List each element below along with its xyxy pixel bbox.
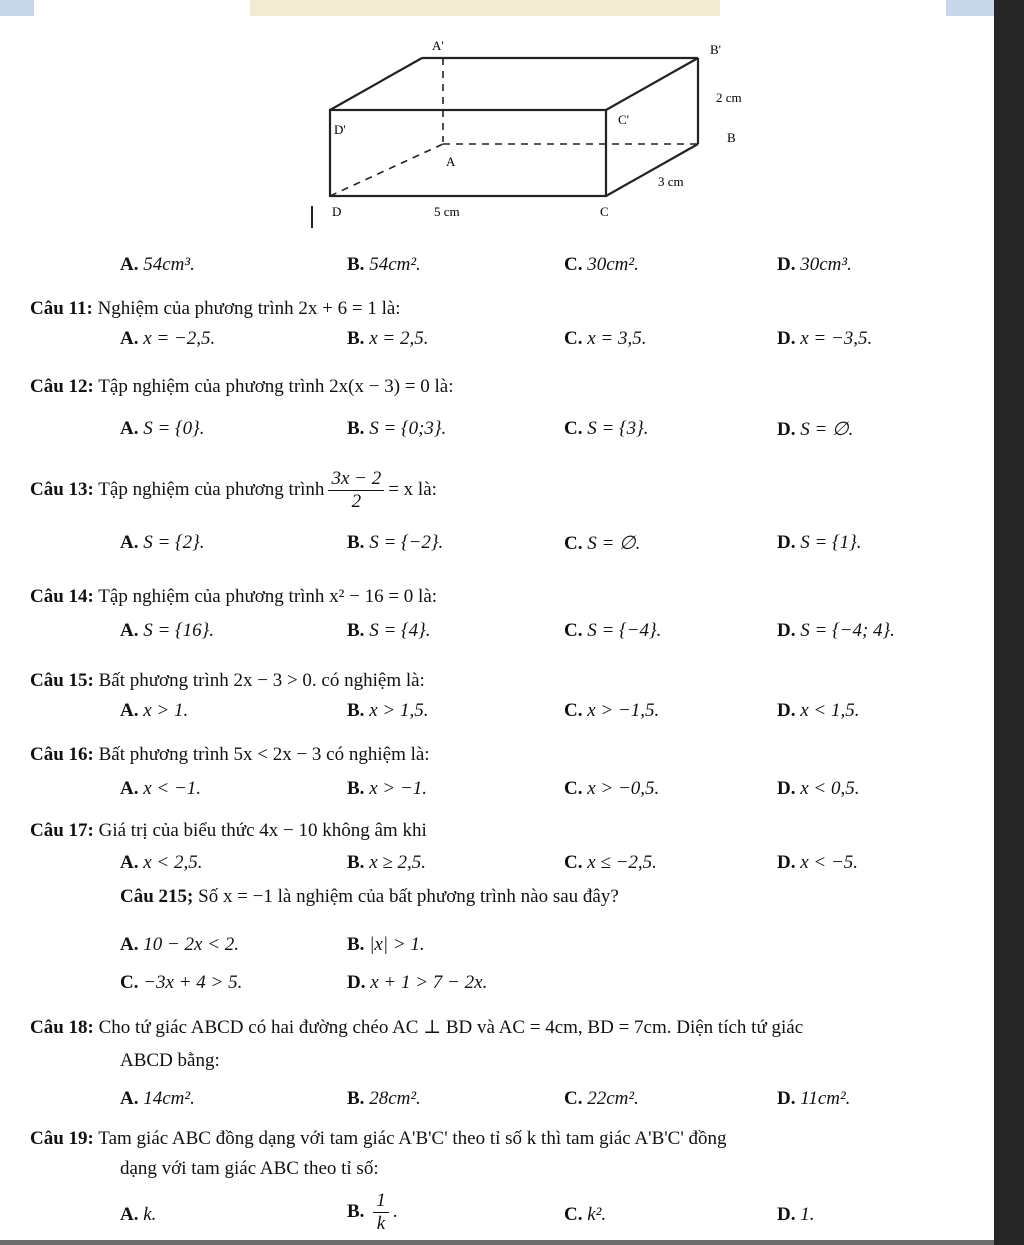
text-q10-options-2-letter: C.	[564, 254, 583, 275]
q19-option-a[interactable]	[120, 1204, 156, 1226]
text-q18-options-0-letter: A.	[120, 1088, 139, 1109]
text-q11-stem: Nghiệm của phương trình 2x + 6 = 1 là:	[97, 298, 401, 319]
text-q12-label: Câu 12:	[30, 376, 94, 397]
text-q11-label: Câu 11:	[30, 298, 93, 319]
text-q215-options-0-letter: A.	[120, 934, 139, 955]
dim-width: 3 cm	[658, 174, 684, 189]
text-q12-options-0-letter: A.	[120, 418, 139, 439]
text-q13-frac_den: 2	[351, 491, 362, 512]
text-q11-options-1-text: x = 2,5.	[369, 328, 429, 349]
text-q19-options-1-text: .	[392, 1200, 398, 1222]
text-q15-options-0-letter: A.	[120, 700, 139, 721]
q19-option-d[interactable]	[777, 1204, 814, 1226]
q19-option-c[interactable]	[564, 1204, 606, 1226]
text-q11-options-3-text: x = −3,5.	[800, 328, 873, 349]
q19-stem	[30, 1128, 727, 1150]
text-q12-options-1-text: S = {0;3}.	[369, 418, 447, 439]
q18-stem-line2	[120, 1050, 220, 1072]
q18-stem	[30, 1016, 803, 1039]
text-q17-options-0-text: x < 2,5.	[143, 852, 203, 873]
text-q14-options-3-letter: D.	[777, 620, 796, 641]
q13-option-d[interactable]	[777, 532, 862, 554]
label-c1: C'	[618, 112, 630, 127]
q10-option-b[interactable]	[347, 254, 421, 276]
text-q19-options-3-letter: D.	[777, 1204, 796, 1225]
text-q10-options-2-text: 30cm².	[587, 254, 639, 275]
label-c: C	[600, 204, 609, 219]
text-q11-options-2-letter: C.	[564, 328, 583, 349]
text-q10-options-0-text: 54cm³.	[143, 254, 195, 275]
text-q13-options-0-letter: A.	[120, 532, 139, 553]
text-q215-options-2-text: −3x + 4 > 5.	[143, 972, 243, 993]
header-band	[250, 0, 720, 16]
text-q14-options-1-text: S = {4}.	[369, 620, 431, 641]
q17-option-c[interactable]	[564, 852, 657, 874]
text-q11-options-3-letter: D.	[777, 328, 796, 349]
text-q215-options-1-text: |x| > 1.	[369, 934, 425, 955]
text-q19-stem_line1: Tam giác ABC đồng dạng với tam giác A'B'C' theo tỉ số k thì tam giác A'B'C' đồng	[98, 1128, 727, 1149]
text-q14-options-2-letter: C.	[564, 620, 583, 641]
text-q14-options-1-letter: B.	[347, 620, 365, 641]
text-q17-options-1-letter: B.	[347, 852, 365, 873]
q13-option-a[interactable]	[120, 532, 205, 554]
q15-option-d[interactable]	[777, 700, 860, 722]
text-q13-options-2-text: S = ∅.	[587, 533, 641, 554]
q19-stem-line2	[120, 1158, 379, 1180]
q12-option-b[interactable]	[347, 418, 446, 440]
q16-option-a[interactable]	[120, 778, 201, 800]
label-a1: A'	[432, 38, 444, 53]
q15-stem	[30, 670, 425, 692]
text-q10-options-3-text: 30cm³.	[800, 254, 852, 275]
edge-c1-b1	[606, 58, 698, 110]
text-q12-options-2-text: S = {3}.	[587, 418, 649, 439]
prism-figure	[300, 30, 780, 230]
text-q13-options-1-letter: B.	[347, 532, 365, 553]
text-q13-options-1-text: S = {−2}.	[369, 532, 444, 553]
text-q16-options-2-text: x > −0,5.	[587, 778, 660, 799]
text-q16-options-3-text: x < 0,5.	[800, 778, 860, 799]
text-q19-options-2-letter: C.	[564, 1204, 583, 1225]
text-q215-options-1-letter: B.	[347, 934, 365, 955]
text-q18-options-3-letter: D.	[777, 1088, 796, 1109]
text-q16-stem: Bất phương trình 5x < 2x − 3 có nghiệm là:	[98, 744, 430, 765]
text-q17-stem: Giá trị của biểu thức 4x − 10 không âm khi	[98, 820, 427, 841]
text-q16-options-1-text: x > −1.	[369, 778, 428, 799]
q10-option-d[interactable]	[777, 254, 852, 276]
q16-option-d[interactable]	[777, 778, 860, 800]
q12-option-a[interactable]	[120, 418, 205, 440]
q15-option-b[interactable]	[347, 700, 428, 722]
q17-option-d[interactable]	[777, 852, 858, 874]
q14-option-c[interactable]	[564, 620, 661, 642]
text-q12-stem: Tập nghiệm của phương trình 2x(x − 3) = 0 là:	[98, 376, 454, 397]
q16-option-b[interactable]	[347, 778, 427, 800]
text-q11-options-1-letter: B.	[347, 328, 365, 349]
text-q14-options-0-letter: A.	[120, 620, 139, 641]
q14-option-d[interactable]	[777, 620, 895, 642]
text-q19-stem_line2: dạng với tam giác ABC theo tỉ số:	[120, 1158, 379, 1179]
text-q19-options-0-text: k.	[143, 1204, 157, 1225]
q215-stem	[120, 886, 619, 908]
q19-option-b[interactable]	[347, 1190, 397, 1235]
label-d1: D'	[334, 122, 346, 137]
text-q17-options-0-letter: A.	[120, 852, 139, 873]
text-q12-options-0-text: S = {0}.	[143, 418, 205, 439]
q215-option-b[interactable]	[347, 934, 425, 956]
text-q11-options-0-letter: A.	[120, 328, 139, 349]
text-q19-label: Câu 19:	[30, 1128, 94, 1149]
label-d: D	[332, 204, 342, 219]
q14-option-b[interactable]	[347, 620, 430, 642]
q17-option-b[interactable]	[347, 852, 426, 874]
q215-option-c[interactable]	[120, 972, 242, 994]
text-q215-stem: Số x = −1 là nghiệm của bất phương trình nào sau đây?	[198, 886, 619, 907]
top-left-band	[0, 0, 34, 16]
q19-option-b-fraction	[373, 1190, 389, 1235]
text-q17-label: Câu 17:	[30, 820, 94, 841]
text-q17-options-3-text: x < −5.	[800, 852, 859, 873]
text-q215-options-3-text: x + 1 > 7 − 2x.	[370, 972, 488, 993]
q10-option-a[interactable]	[120, 254, 195, 276]
text-q17-options-2-text: x ≤ −2,5.	[587, 852, 657, 873]
q18-option-b[interactable]	[347, 1088, 421, 1110]
text-q215-options-3-letter: D.	[347, 972, 366, 993]
text-q13-options-3-text: S = {1}.	[800, 532, 862, 553]
text-q19-options-0-letter: A.	[120, 1204, 139, 1225]
text-q15-options-1-text: x > 1,5.	[369, 700, 429, 721]
text-q15-options-1-letter: B.	[347, 700, 365, 721]
text-q16-options-3-letter: D.	[777, 778, 796, 799]
q215-option-d[interactable]	[347, 972, 487, 994]
q15-option-a[interactable]	[120, 700, 188, 722]
text-q19-options-3-text: 1.	[800, 1204, 815, 1225]
text-q18-label: Câu 18:	[30, 1017, 94, 1038]
q13-option-c[interactable]	[564, 532, 640, 555]
text-q12-options-1-letter: B.	[347, 418, 365, 439]
text-q13-stem_before: Tập nghiệm của phương trình	[98, 478, 325, 500]
text-q19-options-1-frac_num: 1	[373, 1190, 389, 1213]
text-q19-options-1-frac_den: k	[376, 1213, 386, 1234]
text-q10-options-1-letter: B.	[347, 254, 365, 275]
text-q15-options-3-letter: D.	[777, 700, 796, 721]
q18-option-d[interactable]	[777, 1088, 850, 1110]
q11-option-c[interactable]	[564, 328, 647, 350]
dim-height: 2 cm	[716, 90, 742, 105]
text-q13-frac_num: 3x − 2	[328, 468, 384, 491]
bottom-edge	[0, 1240, 994, 1245]
q11-option-b[interactable]	[347, 328, 428, 350]
text-q16-options-0-letter: A.	[120, 778, 139, 799]
text-q14-options-2-text: S = {−4}.	[587, 620, 662, 641]
text-q18-options-0-text: 14cm².	[143, 1088, 195, 1109]
q18-option-a[interactable]	[120, 1088, 195, 1110]
text-q19-options-2-text: k².	[587, 1204, 607, 1225]
text-q18-stem_line2: ABCD bằng:	[120, 1050, 220, 1071]
text-q13-label: Câu 13:	[30, 478, 94, 500]
text-q13-options-2-letter: C.	[564, 533, 583, 554]
text-q11-options-2-text: x = 3,5.	[587, 328, 647, 349]
text-q12-options-3-text: S = ∅.	[800, 419, 854, 440]
q17-stem	[30, 820, 427, 842]
text-q12-options-2-letter: C.	[564, 418, 583, 439]
text-q215-label: Câu 215;	[120, 886, 194, 907]
text-q12-options-3-letter: D.	[777, 419, 796, 440]
text-q17-options-2-letter: C.	[564, 852, 583, 873]
text-q18-options-1-letter: B.	[347, 1088, 365, 1109]
text-q15-options-3-text: x < 1,5.	[800, 700, 860, 721]
text-q10-options-0-letter: A.	[120, 254, 139, 275]
text-q17-options-1-text: x ≥ 2,5.	[369, 852, 427, 873]
text-q15-options-2-text: x > −1,5.	[587, 700, 660, 721]
q12-option-c[interactable]	[564, 418, 649, 440]
text-q13-options-3-letter: D.	[777, 532, 796, 553]
text-q14-label: Câu 14:	[30, 586, 94, 607]
q14-option-a[interactable]	[120, 620, 214, 642]
q13-option-b[interactable]	[347, 532, 443, 554]
edge-d1-a1	[330, 58, 422, 110]
dim-length: 5 cm	[434, 204, 460, 219]
text-q17-options-3-letter: D.	[777, 852, 796, 873]
q11-option-a[interactable]	[120, 328, 215, 350]
text-q215-options-0-text: 10 − 2x < 2.	[143, 934, 240, 955]
text-q18-options-3-text: 11cm².	[800, 1088, 851, 1109]
edge-c-b	[606, 144, 698, 196]
text-q16-options-0-text: x < −1.	[143, 778, 202, 799]
text-q18-stem_line1: Cho tứ giác ABCD có hai đường chéo AC ⊥ BD và AC = 4cm, BD = 7cm. Diện tích tứ giác	[98, 1017, 804, 1038]
text-q15-label: Câu 15:	[30, 670, 94, 691]
q13-fraction	[328, 468, 384, 513]
front-face	[330, 110, 606, 196]
q11-stem	[30, 298, 401, 320]
q15-option-c[interactable]	[564, 700, 659, 722]
text-q13-options-0-text: S = {2}.	[143, 532, 205, 553]
q11-option-d[interactable]	[777, 328, 872, 350]
text-q18-options-2-text: 22cm².	[587, 1088, 639, 1109]
text-q16-options-2-letter: C.	[564, 778, 583, 799]
q12-stem	[30, 376, 454, 398]
text-q16-options-1-letter: B.	[347, 778, 365, 799]
text-q14-options-3-text: S = {−4; 4}.	[800, 620, 895, 641]
text-q15-stem: Bất phương trình 2x − 3 > 0. có nghiệm là:	[98, 670, 425, 691]
text-q10-options-1-text: 54cm².	[369, 254, 421, 275]
q215-option-a[interactable]	[120, 934, 239, 956]
text-q19-options-1-letter: B.	[347, 1200, 365, 1222]
text-q16-label: Câu 16:	[30, 744, 94, 765]
label-b: B	[727, 130, 736, 145]
text-q15-options-2-letter: C.	[564, 700, 583, 721]
q16-stem	[30, 744, 430, 766]
label-b1: B'	[710, 42, 722, 57]
right-dark-edge	[994, 0, 1024, 1245]
text-q14-options-0-text: S = {16}.	[143, 620, 215, 641]
hidden-edge-d-a	[330, 144, 443, 196]
top-right-band	[946, 0, 994, 16]
text-q215-options-2-letter: C.	[120, 972, 139, 993]
text-q13-stem_after: = x là:	[388, 478, 437, 500]
text-q18-options-1-text: 28cm².	[369, 1088, 421, 1109]
q12-option-d[interactable]	[777, 418, 853, 441]
q14-stem	[30, 586, 437, 608]
label-a: A	[446, 154, 456, 169]
text-q15-options-0-text: x > 1.	[143, 700, 189, 721]
text-q10-options-3-letter: D.	[777, 254, 796, 275]
text-q11-options-0-text: x = −2,5.	[143, 328, 216, 349]
text-q18-options-2-letter: C.	[564, 1088, 583, 1109]
q18-option-c[interactable]	[564, 1088, 639, 1110]
text-q14-stem: Tập nghiệm của phương trình x² − 16 = 0 là:	[98, 586, 438, 607]
q17-option-a[interactable]	[120, 852, 203, 874]
q10-option-c[interactable]	[564, 254, 639, 276]
q16-option-c[interactable]	[564, 778, 659, 800]
q13-stem	[30, 468, 437, 513]
